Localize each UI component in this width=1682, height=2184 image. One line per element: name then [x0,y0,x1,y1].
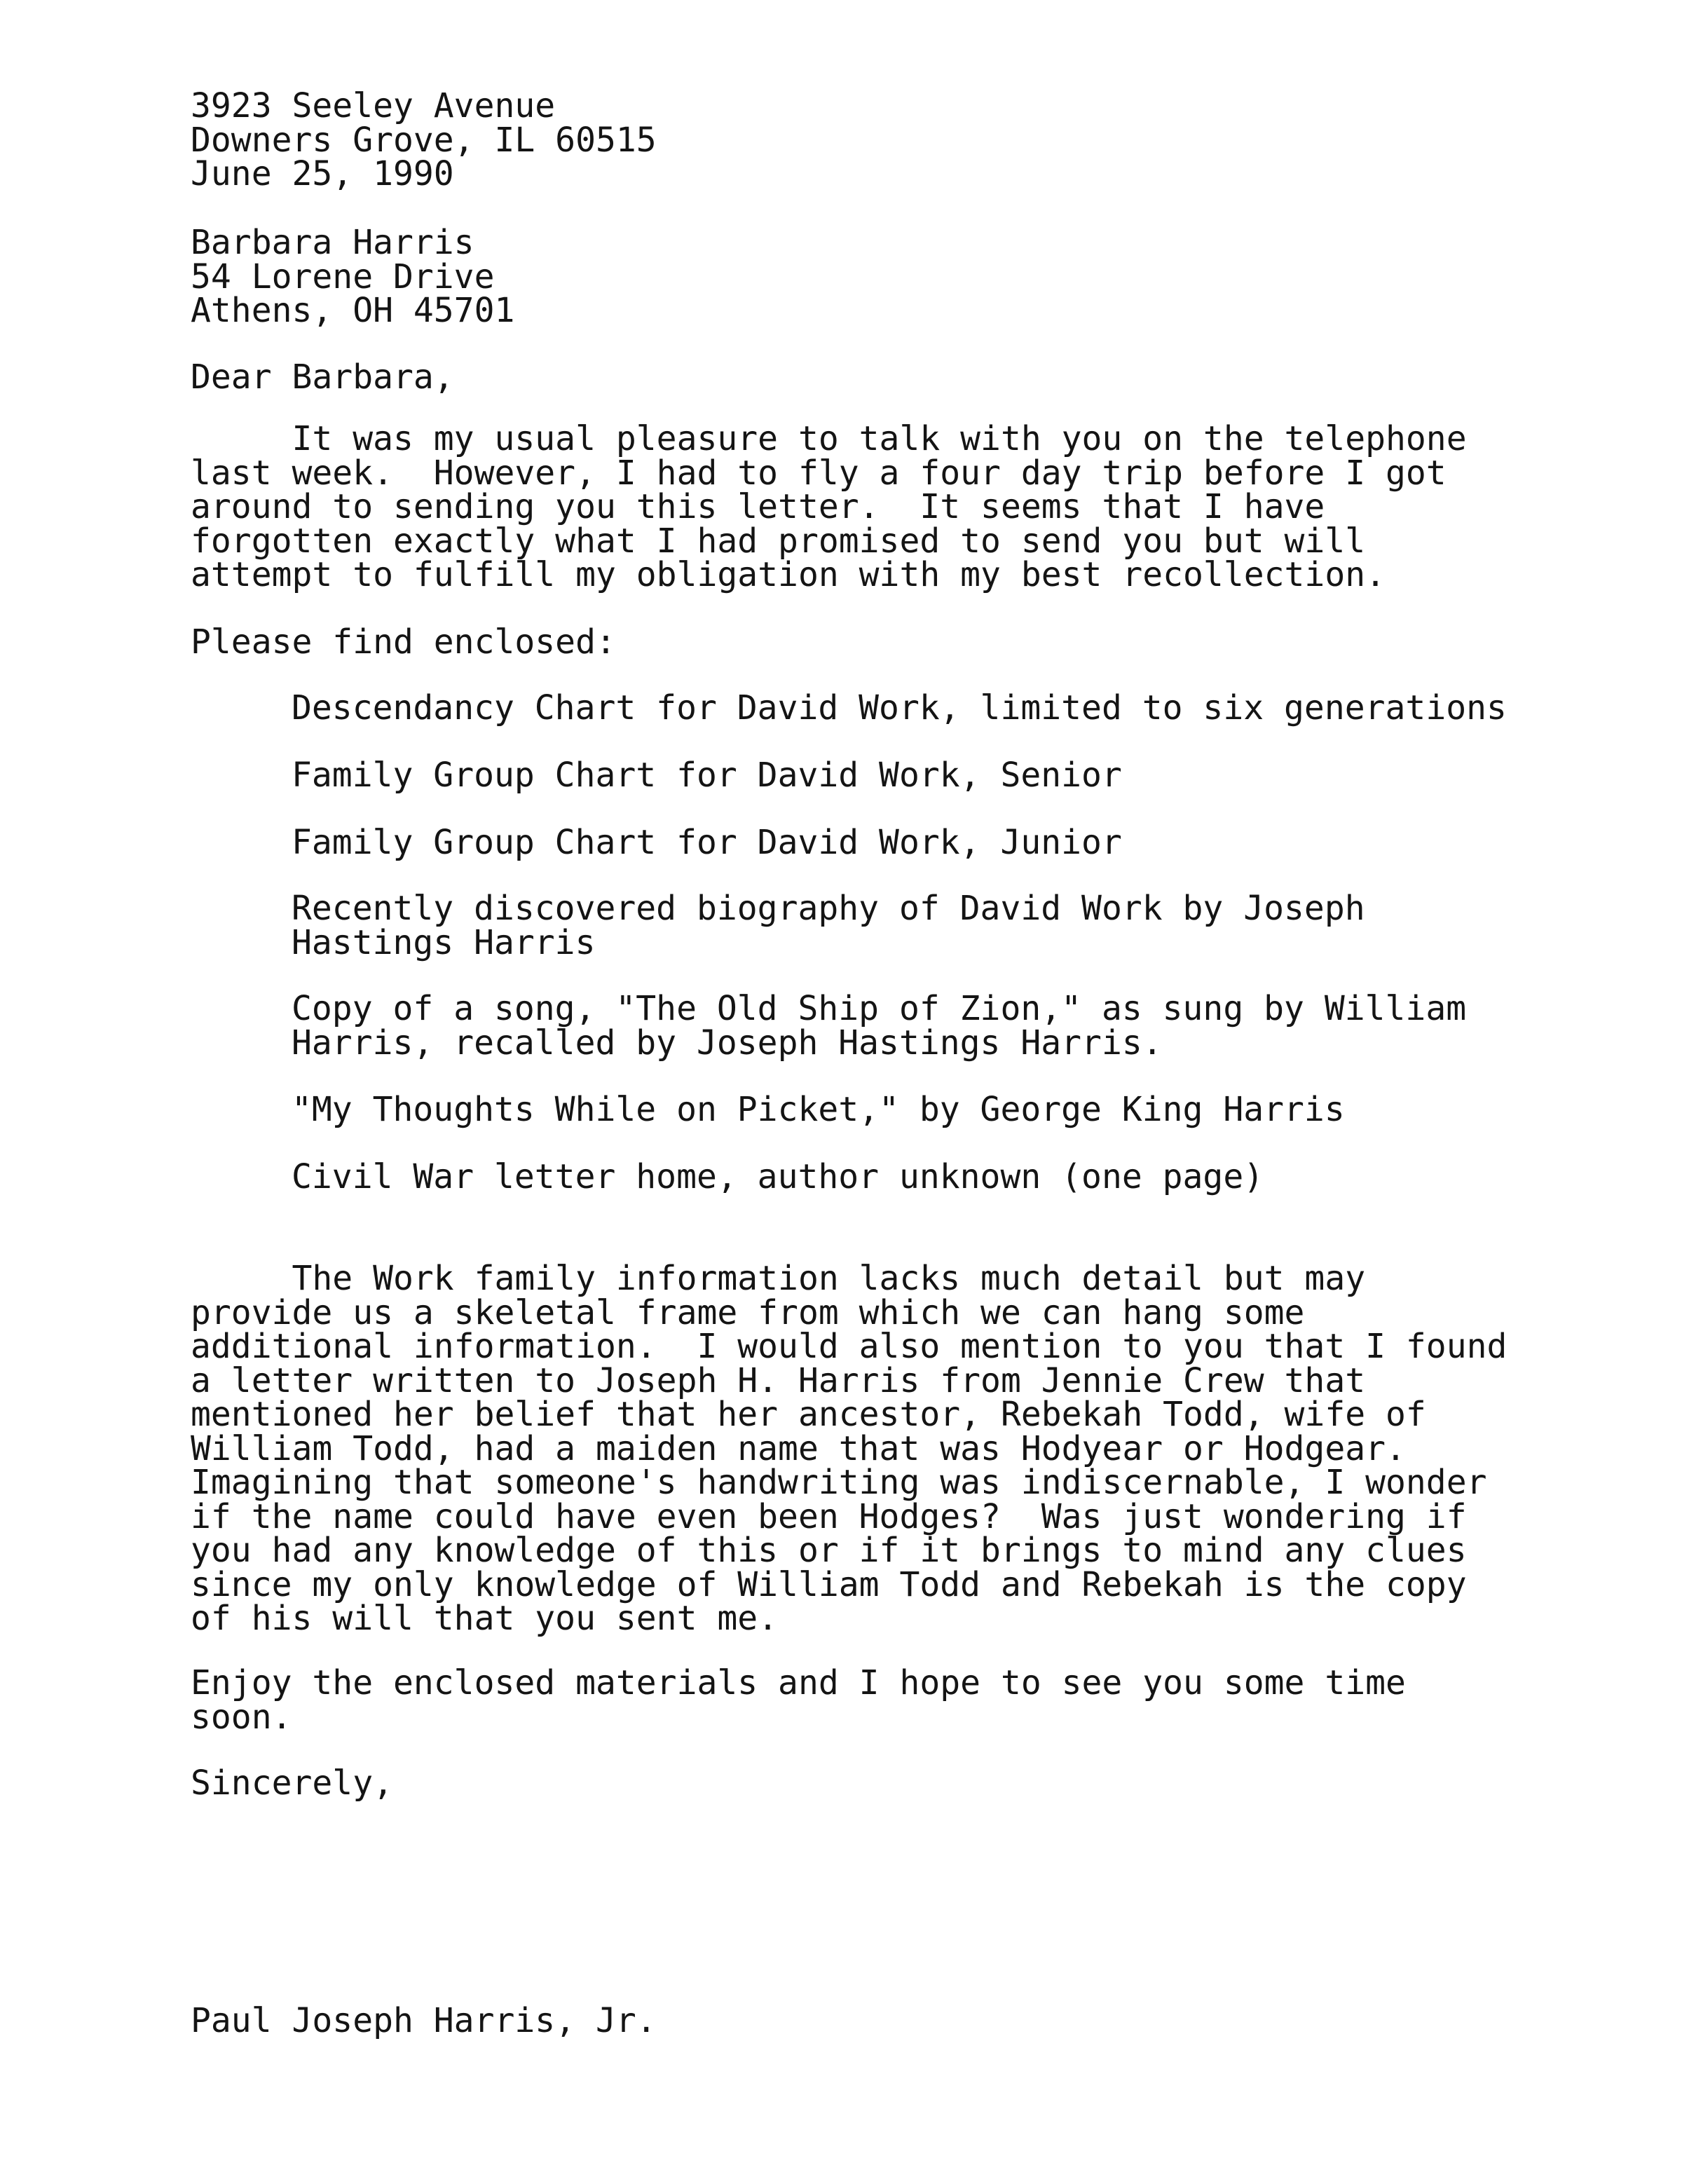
paragraph-1-line: forgotten exactly what I had promised to send you but will [191,521,1366,561]
enclosure-item: "My Thoughts While on Picket," by George King Harris [292,1090,1345,1129]
enclosure-item: Hastings Harris [292,922,596,962]
paragraph-1-line: around to sending you this letter. It seems that I have [191,487,1325,526]
paragraph-3-line: Enjoy the enclosed materials and I hope to see you some time [191,1663,1406,1702]
paragraph-2-line: you had any knowledge of this or if it brings to mind any clues [191,1531,1467,1570]
paragraph-2-line: additional information. I would also mention to you that I found [191,1327,1507,1366]
paragraph-2-line: provide us a skeletal frame from which we can hang some [191,1292,1305,1332]
paragraph-1-line: It was my usual pleasure to talk with you on the telephone [191,419,1467,458]
enclosure-item: Recently discovered biography of David Work by Joseph [292,889,1365,928]
paragraph-3-line: soon. [191,1697,292,1737]
recipient-city: Athens, OH 45701 [191,291,515,330]
paragraph-2-line: since my only knowledge of William Todd and Rebekah is the copy [191,1564,1467,1604]
enclosure-item: Descendancy Chart for David Work, limited to six generations [292,688,1507,728]
enclosure-item: Family Group Chart for David Work, Junior [292,823,1122,862]
recipient-street: 54 Lorene Drive [191,257,495,296]
closing: Sincerely, [191,1763,393,1803]
enclosed-intro: Please find enclosed: [191,622,616,662]
enclosure-item: Harris, recalled by Joseph Hastings Harris. [292,1023,1163,1063]
paragraph-2-line: The Work family information lacks much detail but may [191,1259,1366,1298]
salutation: Dear Barbara, [191,357,454,397]
paragraph-1-line: last week. However, I had to fly a four day trip before I got [191,453,1447,493]
paragraph-2-line: a letter written to Joseph H. Harris from Jennie Crew that [191,1360,1366,1400]
letter-date: June 25, 1990 [191,154,454,193]
enclosure-item: Civil War letter home, author unknown (one page) [292,1157,1264,1196]
paragraph-2-line: Imagining that someone's handwriting was indiscernable, I wonder [191,1463,1487,1502]
return-address-city: Downers Grove, IL 60515 [191,120,657,160]
enclosure-item: Copy of a song, "The Old Ship of Zion," as sung by William [292,989,1467,1028]
paragraph-2-line: of his will that you sent me. [191,1599,779,1638]
recipient-name: Barbara Harris [191,223,474,262]
paragraph-1-line: attempt to fulfill my obligation with my best recollection. [191,555,1386,594]
enclosure-item: Family Group Chart for David Work, Senior [292,756,1122,795]
return-address-street: 3923 Seeley Avenue [191,86,556,125]
paragraph-2-line: mentioned her belief that her ancestor, Rebekah Todd, wife of [191,1395,1426,1434]
signature-name: Paul Joseph Harris, Jr. [191,2001,657,2040]
paragraph-2-line: William Todd, had a maiden name that was Hodyear or Hodgear. [191,1428,1406,1468]
paragraph-2-line: if the name could have even been Hodges? Was just wondering if [191,1496,1467,1536]
